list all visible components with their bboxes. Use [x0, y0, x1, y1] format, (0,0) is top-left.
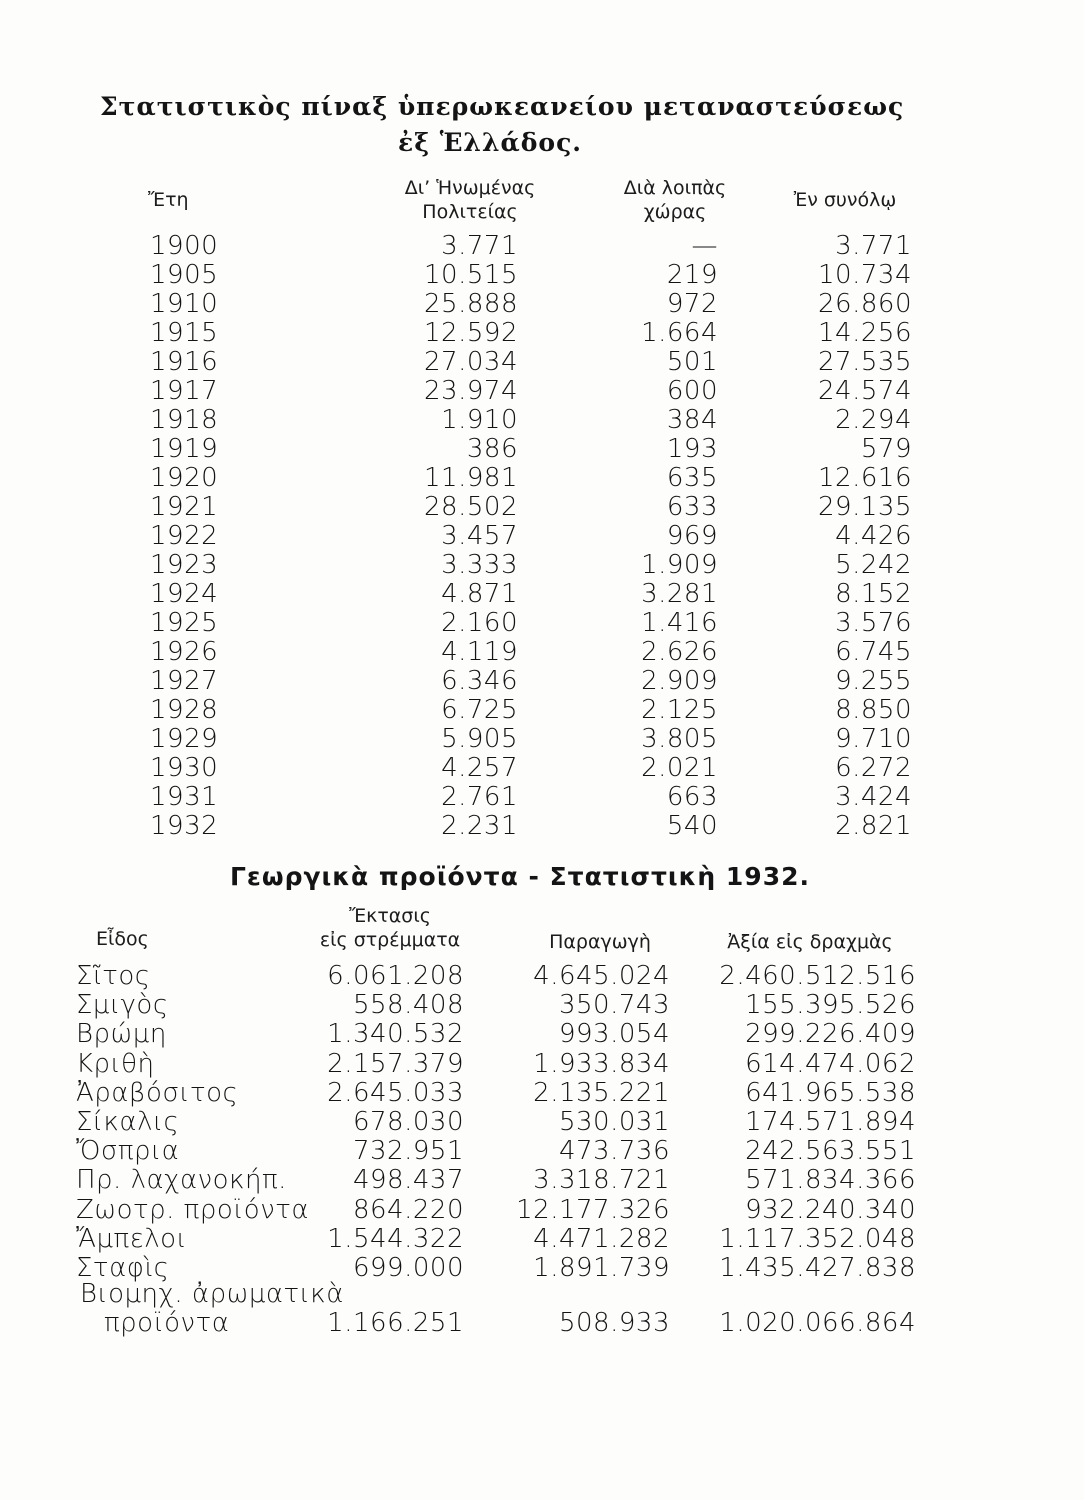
emigration-other-cell: 1.664 — [641, 318, 718, 348]
agriculture-kind-cell: Σῖτος — [76, 961, 151, 991]
header-area — [290, 904, 490, 952]
agriculture-kind-cell: Ζωοτρ. προϊόντα — [76, 1194, 310, 1225]
agriculture-kind-cell: Ἀραβόσιτος — [76, 1077, 239, 1108]
emigration-usa-cell: 23.974 — [424, 376, 518, 406]
emigration-total-cell: 27.535 — [818, 347, 912, 377]
agriculture-area-column — [290, 962, 464, 1283]
emigration-total-cell: 12.616 — [818, 463, 912, 493]
emigration-other-cell: 384 — [666, 405, 718, 435]
header-kind: Εἶδος — [96, 928, 149, 950]
emigration-year-cell: 1915 — [150, 318, 219, 348]
header-production: Παραγωγὴ — [549, 931, 651, 953]
agriculture-area-cell: 864.220 — [352, 1194, 464, 1225]
emigration-usa-cell: 4.871 — [441, 579, 518, 609]
emigration-year-cell: 1905 — [150, 260, 219, 290]
emigration-title-line2: ἐξ Ἑλλάδος. — [398, 128, 582, 157]
agriculture-kind-cell: Πρ. λαχανοκήπ. — [76, 1165, 287, 1196]
header-value: Ἀξία εἰς δραχμὰς — [727, 931, 893, 953]
header-years: Ἔτη — [148, 189, 189, 211]
emigration-other-cell: 3.805 — [641, 724, 718, 754]
emigration-usa-cell: 11.981 — [424, 463, 518, 493]
header-other-line1: Διὰ λοιπὰς — [623, 177, 727, 199]
agriculture-production-cell: 993.054 — [558, 1019, 670, 1050]
header-usa-line1: Δι’ Ἡνωμένας — [404, 177, 536, 199]
emigration-other-cell: 635 — [666, 463, 718, 493]
emigration-total-cell: 9.710 — [835, 724, 912, 754]
agriculture-value-column — [700, 962, 916, 1283]
agriculture-value-cell: 932.240.340 — [745, 1194, 916, 1225]
emigration-year-cell: 1930 — [150, 753, 219, 783]
emigration-total-cell: 10.734 — [818, 260, 912, 290]
emigration-total-cell: 8.850 — [835, 695, 912, 725]
emigration-year-cell: 1918 — [150, 405, 219, 435]
agriculture-kind-cell: Βρώμη — [76, 1019, 167, 1050]
agriculture-area-cell: 2.645.033 — [327, 1077, 464, 1108]
emigration-total-cell: 4.426 — [835, 521, 912, 551]
emigration-total-cell: 579 — [860, 434, 912, 464]
emigration-year-cell: 1921 — [150, 492, 219, 522]
emigration-other-cell: 1.909 — [641, 550, 718, 580]
agriculture-area-cell: 6.061.208 — [327, 961, 464, 991]
emigration-year-cell: 1916 — [150, 347, 219, 377]
emigration-year-cell: 1925 — [150, 608, 219, 638]
agriculture-area-cell: 699.000 — [352, 1252, 464, 1283]
agriculture-kind-cell: Κριθὴ — [76, 1048, 155, 1079]
agriculture-value-cell: 614.474.062 — [745, 1048, 916, 1079]
last-value-value: 1.020.066.864 — [719, 1308, 916, 1338]
emigration-total-cell: 14.256 — [818, 318, 912, 348]
agriculture-production-cell: 3.318.721 — [533, 1165, 670, 1196]
emigration-other-cell: 2.125 — [641, 695, 718, 725]
emigration-total-cell: 2.294 — [835, 405, 912, 435]
emigration-usa-cell: 2.231 — [441, 811, 518, 841]
emigration-other-cell: 219 — [666, 260, 718, 290]
agriculture-value-cell: 1.435.427.838 — [719, 1252, 916, 1283]
header-area-line2: εἰς στρέμματα — [319, 929, 461, 951]
agriculture-value-cell: 641.965.538 — [745, 1077, 916, 1108]
emigration-year-cell: 1920 — [150, 463, 219, 493]
agriculture-production-cell: 1.933.834 — [533, 1048, 670, 1079]
emigration-other-cell: 3.281 — [641, 579, 718, 609]
agriculture-area-cell: 2.157.379 — [327, 1048, 464, 1079]
header-area-line1: Ἔκτασις — [349, 905, 431, 927]
emigration-year-cell: 1917 — [150, 376, 219, 406]
agriculture-value-cell: 174.571.894 — [745, 1106, 916, 1137]
emigration-year-cell: 1927 — [150, 666, 219, 696]
emigration-other-cell: 501 — [666, 347, 718, 377]
emigration-year-cell: 1926 — [150, 637, 219, 667]
agriculture-last-area — [290, 1309, 464, 1338]
agriculture-production-cell: 4.471.282 — [533, 1223, 670, 1254]
agriculture-production-cell: 4.645.024 — [533, 961, 670, 991]
agriculture-area-cell: 498.437 — [352, 1165, 464, 1196]
agriculture-production-cell: 530.031 — [558, 1106, 670, 1137]
emigration-year-cell: 1932 — [150, 811, 219, 841]
emigration-usa-cell: 25.888 — [424, 289, 518, 319]
emigration-other-cell: 2.909 — [641, 666, 718, 696]
emigration-total-cell: 24.574 — [818, 376, 912, 406]
header-usa-line2: Πολιτείας — [422, 201, 518, 223]
agriculture-production-cell: 12.177.326 — [516, 1194, 670, 1225]
header-usa — [360, 176, 580, 224]
agriculture-area-cell: 678.030 — [352, 1106, 464, 1137]
emigration-other-cell: 972 — [666, 289, 718, 319]
agriculture-production-cell: 473.736 — [558, 1136, 670, 1167]
agriculture-value-cell: 571.834.366 — [745, 1165, 916, 1196]
agriculture-area-cell: 558.408 — [352, 990, 464, 1021]
emigration-other-cell: — — [691, 231, 718, 261]
agriculture-last-production — [490, 1309, 670, 1338]
emigration-total-cell: 6.272 — [835, 753, 912, 783]
emigration-other-cell: 193 — [666, 434, 718, 464]
emigration-usa-cell: 6.346 — [441, 666, 518, 696]
emigration-total-cell: 3.771 — [835, 231, 912, 261]
emigration-year-cell: 1910 — [150, 289, 219, 319]
header-other — [590, 176, 760, 224]
emigration-title-line1: Στατιστικὸς πίναξ ὑπερωκεανείου μεταναστεύσεως — [100, 92, 905, 121]
emigration-usa-cell: 10.515 — [424, 260, 518, 290]
emigration-usa-cell: 27.034 — [424, 347, 518, 377]
emigration-total-column — [740, 232, 912, 841]
emigration-other-cell: 663 — [666, 782, 718, 812]
agriculture-area-cell: 1.340.532 — [327, 1019, 464, 1050]
emigration-years-column — [150, 232, 260, 841]
agriculture-value-cell: 2.460.512.516 — [719, 961, 916, 991]
emigration-year-cell: 1919 — [150, 434, 219, 464]
agriculture-production-cell: 1.891.739 — [533, 1252, 670, 1283]
agriculture-value-cell: 155.395.526 — [745, 990, 916, 1021]
emigration-usa-cell: 5.905 — [441, 724, 518, 754]
emigration-total-cell: 3.576 — [835, 608, 912, 638]
emigration-other-cell: 1.416 — [641, 608, 718, 638]
last-production-value: 508.933 — [558, 1308, 670, 1338]
emigration-usa-cell: 386 — [466, 434, 518, 464]
emigration-usa-cell: 4.257 — [441, 753, 518, 783]
last-kind-line2: προϊόντα — [104, 1308, 230, 1338]
agriculture-title: Γεωργικὰ προϊόντα - Στατιστικὴ 1932. — [230, 862, 810, 891]
header-other-line2: χώρας — [643, 201, 707, 223]
emigration-total-cell: 8.152 — [835, 579, 912, 609]
emigration-other-column — [560, 232, 718, 841]
emigration-usa-cell: 2.160 — [441, 608, 518, 638]
emigration-usa-cell: 2.761 — [441, 782, 518, 812]
emigration-total-cell: 9.255 — [835, 666, 912, 696]
agriculture-kind-cell: Σμιγὸς — [76, 990, 169, 1021]
emigration-other-cell: 600 — [666, 376, 718, 406]
emigration-year-cell: 1929 — [150, 724, 219, 754]
agriculture-production-cell: 350.743 — [558, 990, 670, 1021]
agriculture-area-cell: 1.544.322 — [327, 1223, 464, 1254]
emigration-other-cell: 2.626 — [641, 637, 718, 667]
agriculture-value-cell: 299.226.409 — [745, 1019, 916, 1050]
emigration-total-cell: 5.242 — [835, 550, 912, 580]
agriculture-production-cell: 2.135.221 — [533, 1077, 670, 1108]
agriculture-kind-cell: Σίκαλις — [76, 1106, 180, 1137]
emigration-total-cell: 3.424 — [835, 782, 912, 812]
emigration-usa-cell: 3.457 — [441, 521, 518, 551]
emigration-total-cell: 29.135 — [818, 492, 912, 522]
emigration-usa-cell: 6.725 — [441, 695, 518, 725]
agriculture-area-cell: 732.951 — [352, 1136, 464, 1167]
emigration-total-cell: 6.745 — [835, 637, 912, 667]
emigration-usa-column — [330, 232, 518, 841]
agriculture-kind-cell: Ἄμπελοι — [76, 1223, 188, 1254]
emigration-other-cell: 633 — [666, 492, 718, 522]
emigration-year-cell: 1931 — [150, 782, 219, 812]
emigration-year-cell: 1900 — [150, 231, 219, 261]
agriculture-kind-cell: Σταφὶς — [76, 1252, 170, 1283]
emigration-usa-cell: 3.771 — [441, 231, 518, 261]
emigration-year-cell: 1924 — [150, 579, 219, 609]
emigration-other-cell: 2.021 — [641, 753, 718, 783]
emigration-year-cell: 1923 — [150, 550, 219, 580]
agriculture-value-cell: 242.563.551 — [745, 1136, 916, 1167]
emigration-total-cell: 26.860 — [818, 289, 912, 319]
emigration-total-cell: 2.821 — [835, 811, 912, 841]
emigration-usa-cell: 1.910 — [441, 405, 518, 435]
agriculture-last-value — [700, 1309, 916, 1338]
emigration-usa-cell: 12.592 — [424, 318, 518, 348]
emigration-year-cell: 1922 — [150, 521, 219, 551]
last-kind-line1: Βιομηχ. ἀρωματικὰ — [80, 1279, 344, 1309]
emigration-other-cell: 540 — [666, 811, 718, 841]
emigration-usa-cell: 3.333 — [441, 550, 518, 580]
agriculture-kind-cell: Ὄσπρια — [76, 1136, 180, 1167]
header-total: Ἐν συνόλῳ — [793, 189, 897, 211]
last-area-value: 1.166.251 — [327, 1308, 464, 1338]
agriculture-production-column — [490, 962, 670, 1283]
agriculture-value-cell: 1.117.352.048 — [719, 1223, 916, 1254]
emigration-other-cell: 969 — [666, 521, 718, 551]
emigration-usa-cell: 28.502 — [424, 492, 518, 522]
emigration-year-cell: 1928 — [150, 695, 219, 725]
emigration-usa-cell: 4.119 — [441, 637, 518, 667]
